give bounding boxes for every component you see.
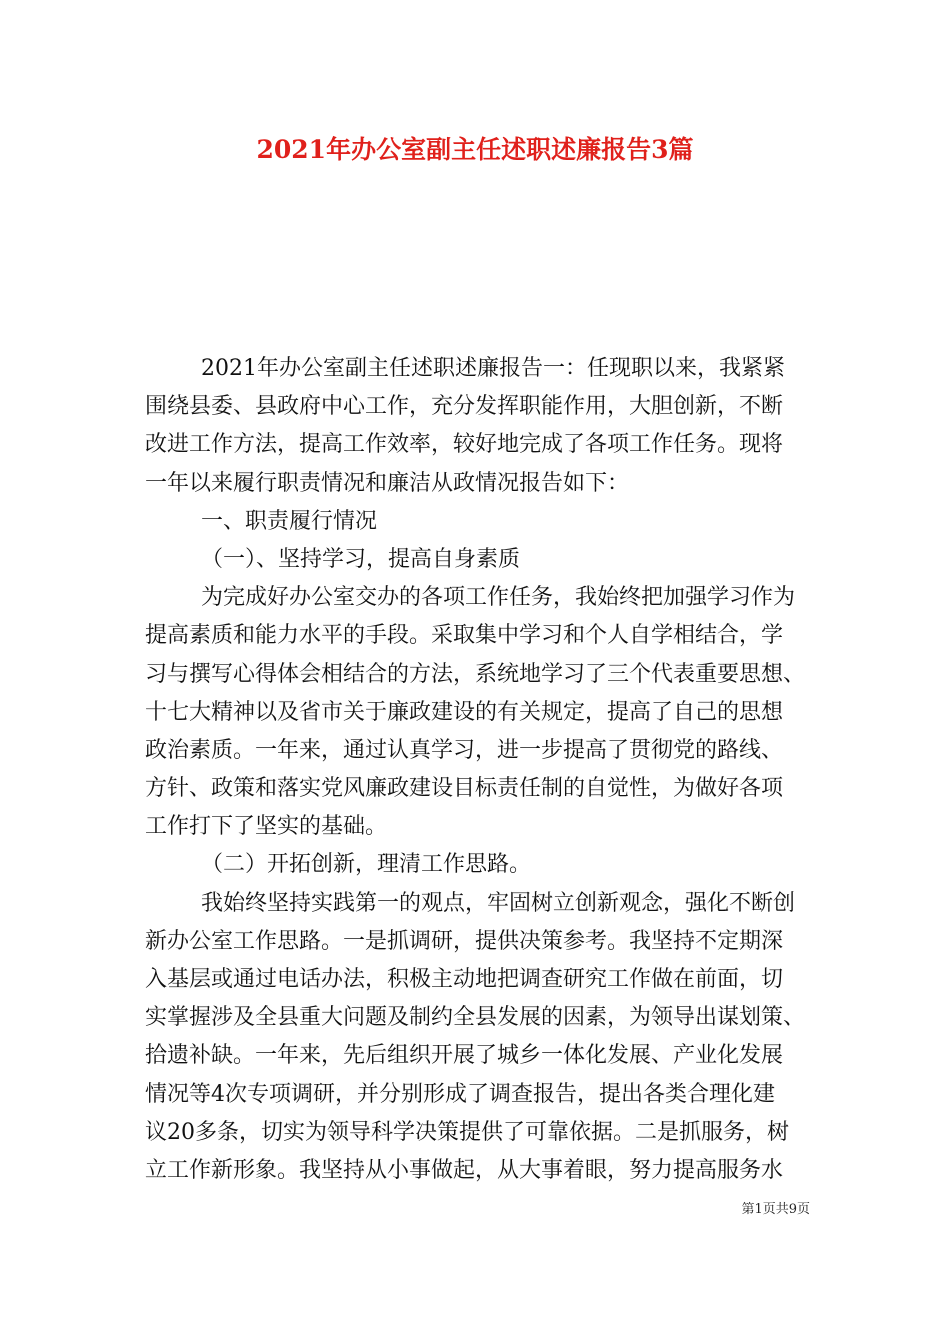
paragraph-line: 拾遗补缺。一年来，先后组织开展了城乡一体化发展、产业化发展 [145,1043,784,1069]
paragraph-line: 一年以来履行职责情况和廉洁从政情况报告如下： [145,470,630,496]
paragraph-line: 2021年办公室副主任述职述廉报告一：任现职以来，我紧紧 [201,356,785,381]
paragraph-line: 为完成好办公室交办的各项工作任务，我始终把加强学习作为 [201,585,796,611]
paragraph-line: 围绕县委、县政府中心工作，充分发挥职能作用，大胆创新，不断 [145,394,784,420]
paragraph-line: 立工作新形象。我坚持从小事做起，从大事着眼，努力提高服务水 [145,1157,784,1183]
paragraph-line: 工作打下了坚实的基础。 [145,814,388,840]
paragraph-line: 新办公室工作思路。一是抓调研，提供决策参考。我坚持不定期深 [145,928,784,954]
paragraph-line: 改进工作方法，提高工作效率，较好地完成了各项工作任务。现将 [145,432,784,458]
page-number: 第1页共9页 [741,1202,810,1217]
paragraph-line: 提高素质和能力水平的手段。采取集中学习和个人自学相结合，学 [145,623,784,649]
paragraph-line: 方针、政策和落实党风廉政建设目标责任制的自觉性，为做好各项 [145,776,784,802]
paragraph-line: 我始终坚持实践第一的观点，牢固树立创新观念，强化不断创 [201,890,796,916]
document-title: 2021年办公室副主任述职述廉报告3篇 [256,135,694,164]
subsection-heading: （二）开拓创新，理清工作思路。 [201,852,532,878]
paragraph-line: 情况等4次专项调研，并分别形成了调查报告，提出各类合理化建 [145,1081,775,1107]
subsection-heading: （一）、坚持学习，提高自身素质 [201,546,521,572]
paragraph-line: 十七大精神以及省市关于廉政建设的有关规定，提高了自己的思想 [145,699,784,725]
paragraph-line: 入基层或通过电话办法，积极主动地把调查研究工作做在前面，切 [145,967,784,992]
paragraph-line: 习与撰写心得体会相结合的方法，系统地学习了三个代表重要思想、 [145,661,806,687]
paragraph-line: 实掌握涉及全县重大问题及制约全县发展的因素，为领导出谋划策、 [145,1005,806,1031]
document-body [145,350,807,1190]
paragraph-line: 政治素质。一年来，通过认真学习，进一步提高了贯彻党的路线、 [145,737,784,763]
paragraph-line: 议20多条，切实为领导科学决策提供了可靠依据。二是抓服务，树 [145,1119,789,1145]
section-heading: 一、职责履行情况 [201,508,378,534]
